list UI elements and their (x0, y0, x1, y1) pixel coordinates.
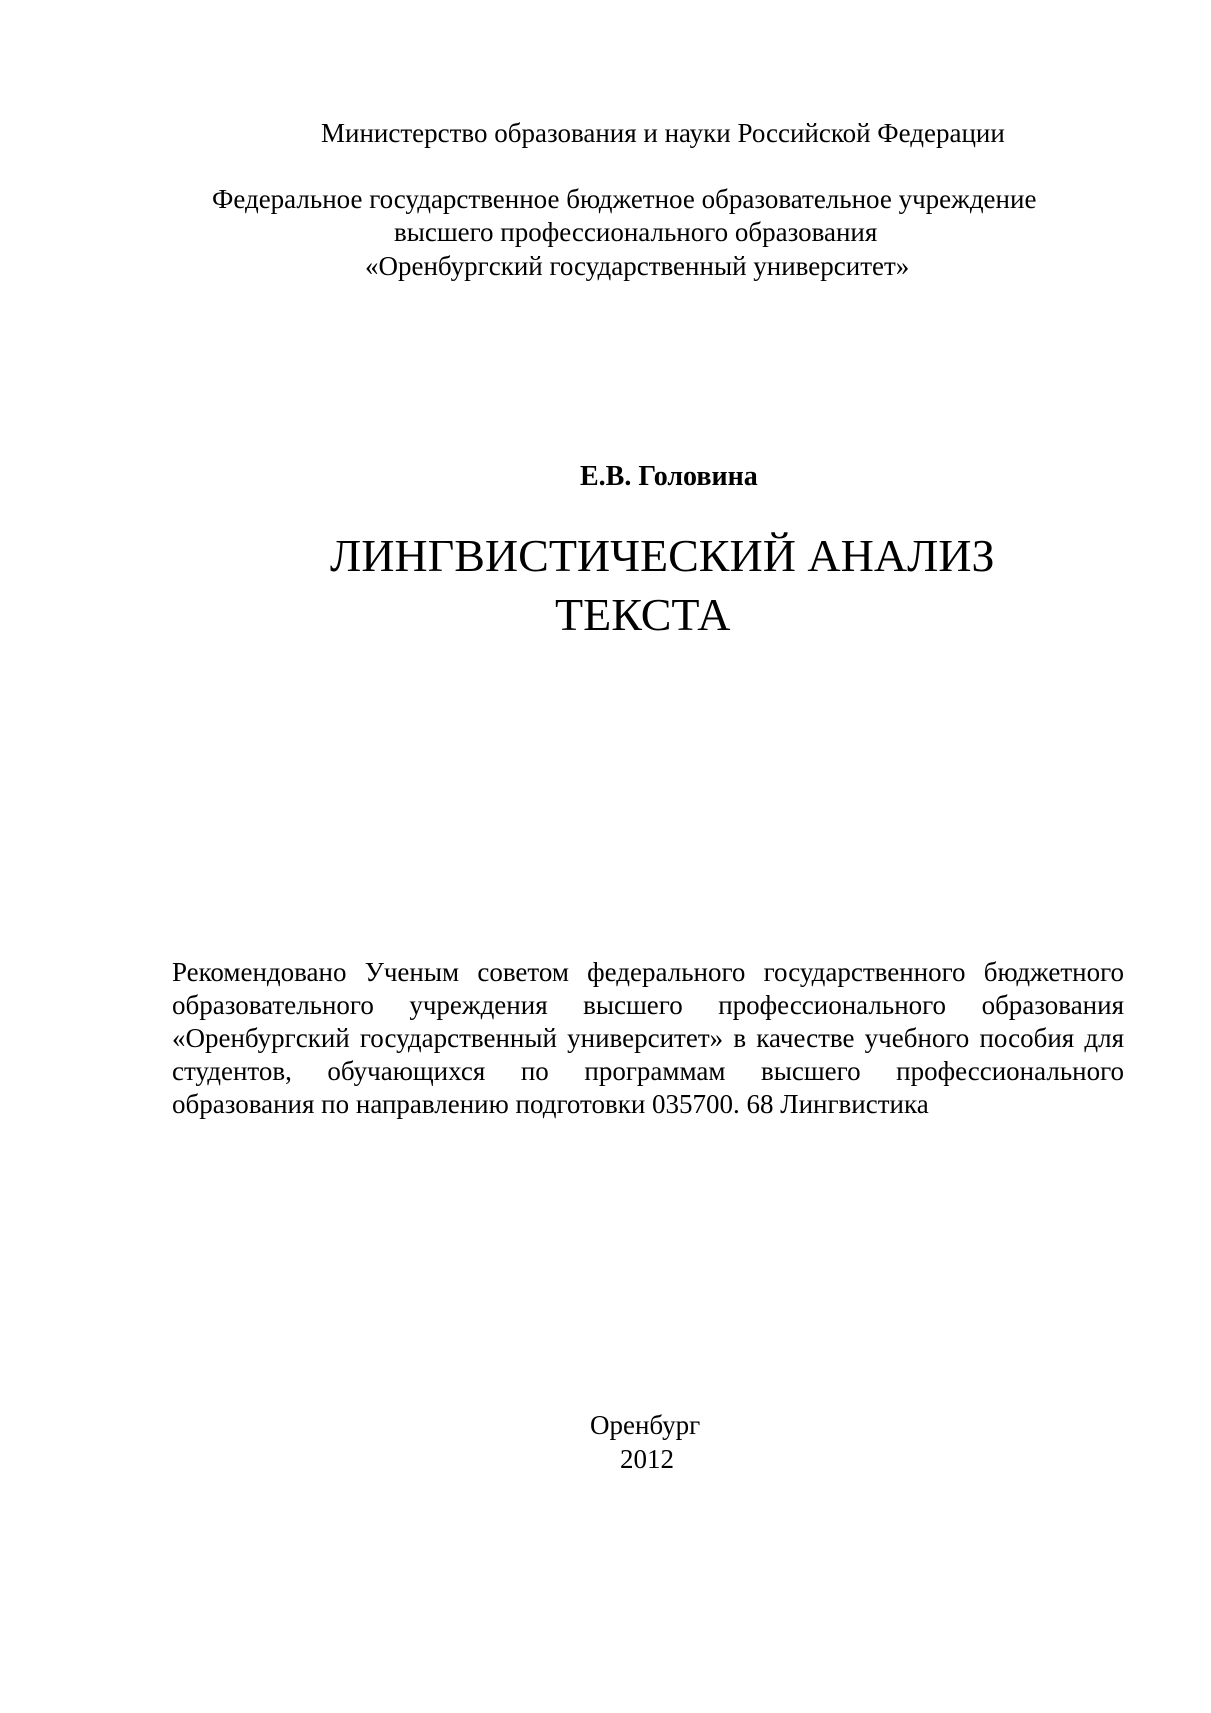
recommendation-paragraph: Рекомендовано Ученым советом федерального государственного бюджетного образовательного учреждения высшего профессионального образования «Оренбургский государственный университет» в качестве учебного пособия для студентов, обучающихся по программам высшего профессионального образования по направлению подготовки 035700. 68 Лингвистика (172, 957, 1124, 1119)
institution-line-1: Федеральное государственное бюджетное образовательное учреждение (212, 184, 1037, 214)
institution-line-2: высшего профессионального образования (394, 217, 878, 247)
book-title-line-2: ТЕКСТА (555, 589, 731, 640)
author-name: Е.В. Головина (580, 461, 758, 492)
publication-year: 2012 (620, 1444, 674, 1474)
book-title-line-1: ЛИНГВИСТИЧЕСКИЙ АНАЛИЗ (330, 530, 995, 581)
ministry-heading: Министерство образования и науки Российской Федерации (321, 118, 1005, 148)
institution-line-3: «Оренбургский государственный университет» (365, 251, 910, 281)
publication-city: Оренбург (590, 1410, 701, 1440)
